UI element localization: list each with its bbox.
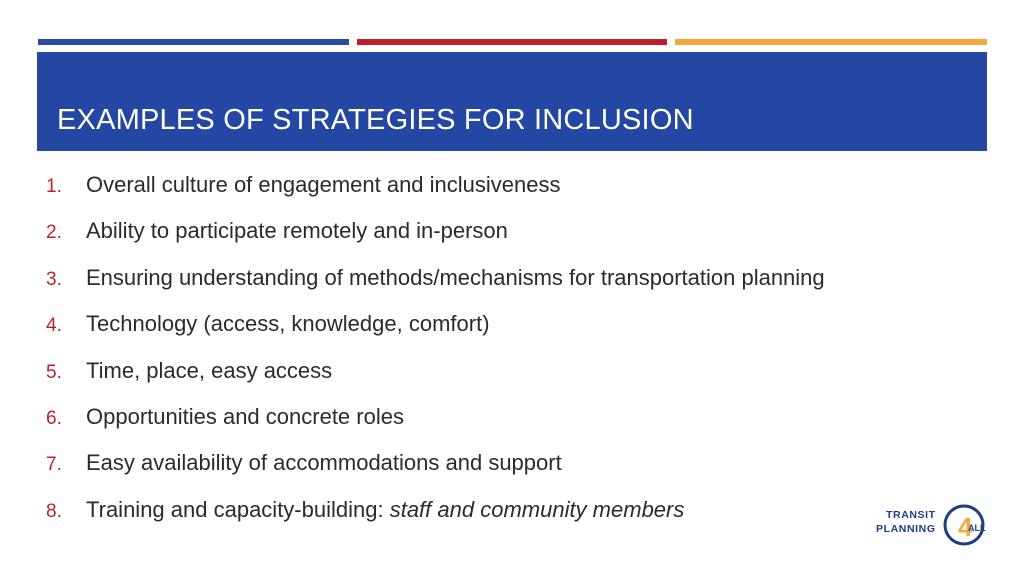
item-text: Ensuring understanding of methods/mechanisms for transportation planning xyxy=(86,264,825,290)
list-item xyxy=(46,172,966,218)
item-number: 6. xyxy=(46,407,62,429)
list-item xyxy=(46,265,966,311)
accent-bar-gold xyxy=(675,39,987,45)
item-number: 7. xyxy=(46,454,62,476)
logo-suffix: ALL xyxy=(968,523,986,533)
item-number: 5. xyxy=(46,361,62,383)
item-text: Technology (access, knowledge, comfort) xyxy=(86,311,490,337)
title-band xyxy=(37,52,987,151)
list-item xyxy=(46,358,966,404)
item-number: 1. xyxy=(46,176,62,197)
item-text: Overall culture of engagement and inclusiveness xyxy=(86,172,561,197)
item-text: Time, place, easy access xyxy=(86,357,333,383)
accent-bar-blue xyxy=(38,39,349,45)
item-text-emphasis: staff and community members xyxy=(389,496,685,522)
accent-bar-red xyxy=(357,39,667,45)
list-item xyxy=(46,497,966,543)
list-item xyxy=(46,404,966,450)
logo-digit: 4 xyxy=(958,512,973,542)
logo-line-planning: PLANNING xyxy=(876,523,936,535)
list-item xyxy=(46,311,966,357)
item-text: Opportunities and concrete roles xyxy=(86,403,404,429)
transit-planning-4-all-logo xyxy=(874,501,990,557)
item-text: Easy availability of accommodations and support xyxy=(86,450,562,476)
strategy-list xyxy=(46,172,966,543)
item-number: 3. xyxy=(46,268,62,290)
list-item xyxy=(46,450,966,496)
logo-line-transit: TRANSIT xyxy=(886,509,936,521)
item-number: 2. xyxy=(46,222,62,244)
item-number: 4. xyxy=(46,315,62,337)
item-text-main: Training and capacity-building: xyxy=(86,496,390,522)
item-text xyxy=(86,497,684,523)
item-number: 8. xyxy=(46,500,62,522)
item-text: Ability to participate remotely and in-person xyxy=(86,218,508,244)
list-item xyxy=(46,218,966,264)
slide-title: EXAMPLES OF STRATEGIES FOR INCLUSION xyxy=(57,104,694,136)
